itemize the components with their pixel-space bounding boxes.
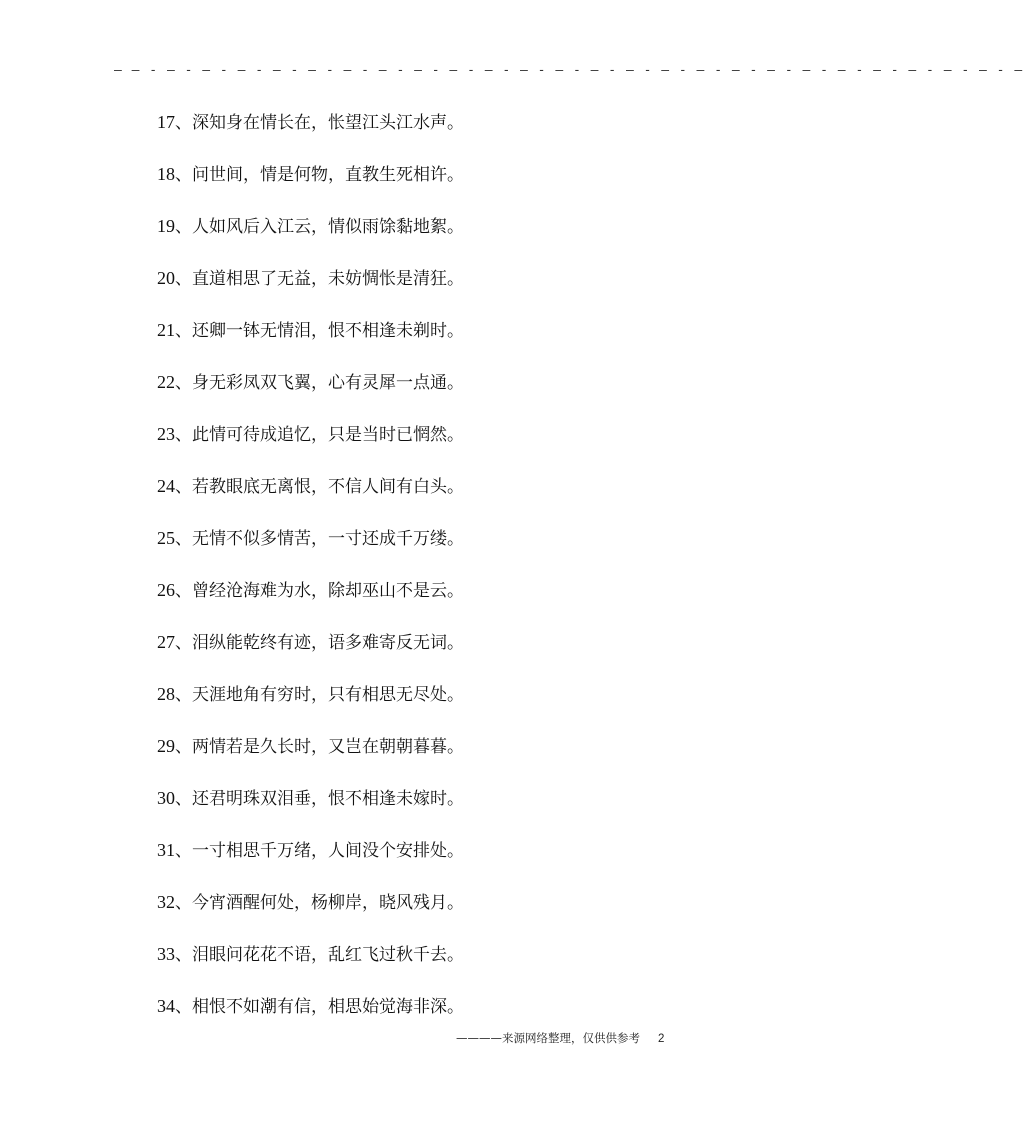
list-item xyxy=(157,161,677,213)
item-text: 泪眼问花花不语，乱红飞过秋千去。 xyxy=(192,945,464,965)
item-separator: 、 xyxy=(175,113,192,133)
list-item xyxy=(157,317,677,369)
item-number: 33 xyxy=(157,944,175,964)
list-item xyxy=(157,525,677,577)
item-number: 32 xyxy=(157,892,175,912)
item-text: 泪纵能乾终有迹，语多难寄反无词。 xyxy=(192,633,464,653)
item-separator: 、 xyxy=(175,217,192,237)
item-text: 曾经沧海难为水，除却巫山不是云。 xyxy=(192,581,464,601)
list-item xyxy=(157,941,677,993)
item-separator: 、 xyxy=(175,997,192,1017)
item-separator: 、 xyxy=(175,893,192,913)
item-text: 还卿一钵无情泪，恨不相逢未剃时。 xyxy=(192,321,464,341)
item-number: 31 xyxy=(157,840,175,860)
item-separator: 、 xyxy=(175,633,192,653)
footer-source-note: ————来源网络整理，仅供供参考 xyxy=(456,1031,640,1045)
item-separator: 、 xyxy=(175,269,192,289)
item-separator: 、 xyxy=(175,321,192,341)
item-separator: 、 xyxy=(175,425,192,445)
list-item xyxy=(157,837,677,889)
item-separator: 、 xyxy=(175,737,192,757)
item-separator: 、 xyxy=(175,373,192,393)
item-separator: 、 xyxy=(175,945,192,965)
item-number: 28 xyxy=(157,684,175,704)
item-text: 还君明珠双泪垂，恨不相逢未嫁时。 xyxy=(192,789,464,809)
list-item xyxy=(157,785,677,837)
item-text: 直道相思了无益，未妨惆怅是清狂。 xyxy=(192,269,464,289)
item-separator: 、 xyxy=(175,165,192,185)
item-number: 26 xyxy=(157,580,175,600)
list-item xyxy=(157,369,677,421)
item-number: 22 xyxy=(157,372,175,392)
list-item xyxy=(157,889,677,941)
item-number: 23 xyxy=(157,424,175,444)
list-item xyxy=(157,577,677,629)
item-separator: 、 xyxy=(175,789,192,809)
page-number: 2 xyxy=(658,1033,665,1045)
item-separator: 、 xyxy=(175,581,192,601)
item-separator: 、 xyxy=(175,685,192,705)
list-item xyxy=(157,213,677,265)
header-dashed-rule: – – - – - – - – - – - – - – - – - – - – - – - – - – - – - – - – - – - – - – - – - – - – - – - – - – - – xyxy=(114,63,1023,78)
item-text: 今宵酒醒何处，杨柳岸，晓风残月。 xyxy=(192,893,464,913)
item-separator: 、 xyxy=(175,841,192,861)
list-item xyxy=(157,265,677,317)
item-text: 相恨不如潮有信，相思始觉海非深。 xyxy=(192,997,464,1017)
item-text: 深知身在情长在，怅望江头江水声。 xyxy=(192,113,464,133)
item-text: 人如风后入江云，情似雨馀黏地絮。 xyxy=(192,217,464,237)
item-number: 19 xyxy=(157,216,175,236)
list-item xyxy=(157,681,677,733)
item-text: 一寸相思千万绪，人间没个安排处。 xyxy=(192,841,464,861)
item-number: 17 xyxy=(157,112,175,132)
list-item xyxy=(157,109,677,161)
item-number: 25 xyxy=(157,528,175,548)
item-text: 天涯地角有穷时，只有相思无尽处。 xyxy=(192,685,464,705)
list-item xyxy=(157,421,677,473)
item-number: 29 xyxy=(157,736,175,756)
list-item xyxy=(157,733,677,785)
list-item xyxy=(157,629,677,681)
page-footer xyxy=(456,1030,664,1047)
list-item xyxy=(157,473,677,525)
poem-line-list xyxy=(157,109,677,1045)
item-number: 20 xyxy=(157,268,175,288)
item-separator: 、 xyxy=(175,529,192,549)
item-number: 18 xyxy=(157,164,175,184)
item-number: 30 xyxy=(157,788,175,808)
item-text: 两情若是久长时，又岂在朝朝暮暮。 xyxy=(192,737,464,757)
item-separator: 、 xyxy=(175,477,192,497)
item-number: 21 xyxy=(157,320,175,340)
item-number: 27 xyxy=(157,632,175,652)
item-text: 问世间，情是何物，直教生死相许。 xyxy=(192,165,464,185)
item-text: 此情可待成追忆，只是当时已惘然。 xyxy=(192,425,464,445)
item-number: 34 xyxy=(157,996,175,1016)
item-number: 24 xyxy=(157,476,175,496)
item-text: 身无彩凤双飞翼，心有灵犀一点通。 xyxy=(192,373,464,393)
item-text: 无情不似多情苦，一寸还成千万缕。 xyxy=(192,529,464,549)
item-text: 若教眼底无离恨，不信人间有白头。 xyxy=(192,477,464,497)
